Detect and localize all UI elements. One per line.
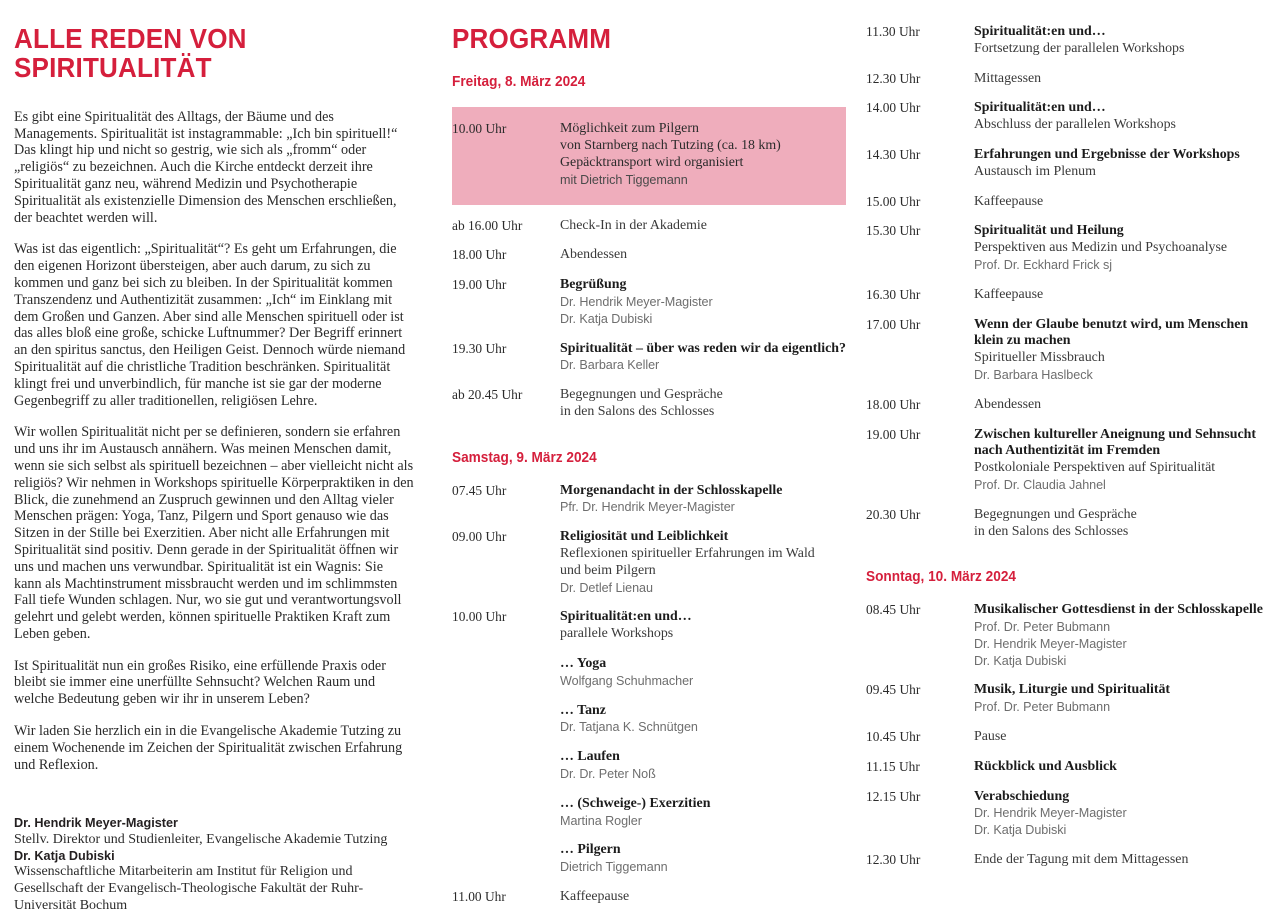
- program-item-title: Musikalischer Gottesdienst in der Schlosskapelle: [974, 602, 1263, 618]
- program-row: [452, 218, 850, 235]
- program-time: 12.15 Uhr: [866, 788, 921, 804]
- program-details: [974, 789, 1266, 839]
- page-title: ALLE REDEN VON SPIRITUALITÄT: [14, 23, 247, 84]
- program-time: 11.00 Uhr: [452, 888, 506, 904]
- program-item-title: Spiritualität:en und…: [974, 24, 1106, 39]
- program-details: [974, 194, 1266, 211]
- program-person: Dr. Barbara Haslbeck: [974, 367, 1093, 382]
- program-time: 07.45 Uhr: [452, 482, 507, 498]
- program-row: [452, 341, 850, 375]
- program-time-spacer: [452, 656, 560, 690]
- workshop-details: [560, 749, 850, 783]
- program-item-title: Morgenandacht in der Schlosskapelle: [560, 482, 783, 498]
- program-subtitle: Spiritueller Missbrauch: [974, 350, 1105, 366]
- program-details: [974, 759, 1266, 776]
- program-subtitle: Kaffeepause: [560, 888, 630, 904]
- program-item-title: Spiritualität – über was reden wir da eigentlich?: [560, 340, 846, 356]
- program-time: 11.30 Uhr: [866, 24, 920, 39]
- program-time: 09.45 Uhr: [866, 682, 921, 698]
- program-row: [866, 100, 1266, 134]
- day-heading-friday: Freitag, 8. März 2024: [452, 74, 586, 91]
- program-row: [866, 427, 1266, 494]
- program-subtitle: Abendessen: [560, 247, 628, 263]
- program-time: ab 20.45 Uhr: [452, 387, 523, 403]
- program-row: [452, 609, 850, 643]
- program-details: [560, 218, 850, 235]
- program-column-left: [452, 24, 850, 919]
- program-subtitle: Begegnungen und Gespräche: [974, 506, 1137, 522]
- program-person: Pfr. Dr. Hendrik Meyer-Magister: [560, 500, 735, 515]
- program-row: [866, 287, 1266, 304]
- program-details: [974, 317, 1266, 384]
- program-row: [866, 852, 1266, 869]
- workshop-details: [560, 703, 850, 737]
- program-time: 20.30 Uhr: [866, 506, 921, 522]
- program-item-title: Religiosität und Leiblichkeit: [560, 529, 729, 545]
- signature-block: [14, 815, 414, 914]
- program-person: Prof. Dr. Eckhard Frick sj: [974, 257, 1112, 272]
- signatory-role: Stellv. Direktor und Studienleiter, Evangelische Akademie Tutzing: [14, 831, 388, 847]
- program-subtitle: in den Salons des Schlosses: [560, 403, 715, 419]
- workshop-person: Dr. Tatjana K. Schnütgen: [560, 720, 698, 735]
- program-person: Dr. Hendrik Meyer-Magister: [560, 294, 713, 309]
- program-person: Dr. Hendrik Meyer-Magister: [974, 636, 1127, 651]
- program-details: [974, 602, 1266, 669]
- program-row: [866, 602, 1266, 669]
- program-subtitle: Kaffeepause: [974, 286, 1044, 302]
- workshop-person: Dietrich Tiggemann: [560, 860, 668, 875]
- program-time: 12.30 Uhr: [866, 70, 921, 86]
- program-details: [560, 529, 850, 596]
- day-heading-saturday: Samstag, 9. März 2024: [452, 449, 597, 466]
- essay-paragraph: Ist Spiritualität nun ein großes Risiko, eine erfüllende Praxis oder bleibt sie immer eine unerfüllte Sehnsucht? Welchen Raum und welche Bedeutung geben wir ihr in unserem Leben?: [14, 657, 386, 708]
- workshop-title: … Pilgern: [560, 842, 621, 858]
- workshop-title: … (Schweige-) Exerzitien: [560, 795, 711, 811]
- program-row: [866, 789, 1266, 839]
- program-row: [866, 317, 1266, 384]
- program-subtitle: Möglichkeit zum Pilgern: [560, 121, 699, 137]
- program-time: 19.30 Uhr: [452, 340, 507, 356]
- program-time: 11.15 Uhr: [866, 758, 920, 774]
- program-subtitle: Reflexionen spiritueller Erfahrungen im Wald: [560, 546, 815, 562]
- program-details: [560, 247, 850, 264]
- program-details: [974, 147, 1266, 181]
- program-row: [866, 223, 1266, 273]
- signatory-name: Dr. Katja Dubiski: [14, 848, 115, 864]
- program-details: [974, 71, 1266, 88]
- program-row: [866, 24, 1266, 58]
- program-subtitle: in den Salons des Schlosses: [974, 523, 1129, 539]
- program-person: Prof. Dr. Peter Bubmann: [974, 700, 1111, 715]
- program-details: [974, 287, 1266, 304]
- essay-paragraph: Was ist das eigentlich: „Spiritualität“? Es geht um Erfahrungen, die den eigenen Horizont übersteigen, aber auch darum, zu sich zu kommen und ganz bei sich zu bleiben. In der Spiritualität kommen Transzendenz und Authentizität zusammen: „Ich“ im Einklang mit dem Großen und Ganzen. Aber sind alle Menschen spirituell oder ist das alles bloß eine große, schicke Luftnummer? Der Begriff erinnert an den spiritus sanctus, den Heiligen Geist. Dennoch würde niemand Spiritualität auf die christliche Tradition beschränken. Spiritualität klingt frei und unverbindlich, für manche ist sie gar der moderne Gegenbegriff zu aller traditionellen, religiösen Lehre.: [14, 241, 406, 409]
- program-details: [974, 852, 1266, 869]
- program-row: [452, 483, 850, 517]
- program-row: [866, 682, 1266, 716]
- program-subtitle: Austausch im Plenum: [974, 163, 1096, 179]
- program-subtitle: Abschluss der parallelen Workshops: [974, 117, 1176, 133]
- program-person: Prof. Dr. Claudia Jahnel: [974, 477, 1106, 492]
- workshop-row: [452, 656, 850, 690]
- program-details: [974, 729, 1266, 746]
- program-details: [560, 889, 850, 906]
- program-person: Prof. Dr. Peter Bubmann: [974, 620, 1111, 635]
- workshop-row: [452, 703, 850, 737]
- program-subtitle: parallele Workshops: [560, 626, 674, 642]
- program-time: 10.00 Uhr: [452, 121, 507, 137]
- workshop-person: Martina Rogler: [560, 813, 642, 828]
- program-time-spacer: [452, 749, 560, 783]
- program-time: 12.30 Uhr: [866, 852, 921, 868]
- workshop-title: … Yoga: [560, 656, 607, 671]
- workshop-details: [560, 796, 850, 830]
- program-time: 19.00 Uhr: [866, 426, 921, 442]
- program-time: 08.45 Uhr: [866, 602, 921, 618]
- program-item-title: Erfahrungen und Ergebnisse der Workshops: [974, 146, 1240, 162]
- program-time-spacer: [452, 842, 560, 876]
- program-person: mit Dietrich Tiggemann: [560, 172, 688, 187]
- workshop-title: … Tanz: [560, 702, 606, 718]
- program-row: [866, 397, 1266, 414]
- program-details: [560, 121, 846, 188]
- program-details: [560, 341, 850, 375]
- program-row: [452, 387, 850, 421]
- program-subtitle: Check-In in der Akademie: [560, 217, 707, 233]
- program-time: 18.00 Uhr: [866, 396, 921, 412]
- program-item-title: Spiritualität:en und…: [560, 609, 692, 625]
- program-time: 19.00 Uhr: [452, 277, 507, 293]
- program-subtitle: Pause: [974, 729, 1007, 745]
- highlighted-program-item: [452, 107, 846, 204]
- program-item-title: Begrüßung: [560, 277, 627, 293]
- program-details: [974, 507, 1266, 541]
- program-details: [974, 24, 1266, 58]
- program-details: [560, 483, 850, 517]
- program-details: [974, 682, 1266, 716]
- essay-column: [14, 24, 414, 914]
- program-subtitle: von Starnberg nach Tutzing (ca. 18 km): [560, 138, 781, 154]
- program-item-title: Rückblick und Ausblick: [974, 758, 1117, 774]
- program-time: 09.00 Uhr: [452, 529, 507, 545]
- program-subtitle: Kaffeepause: [974, 193, 1044, 209]
- program-subtitle: und beim Pilgern: [560, 562, 656, 578]
- program-person: Dr. Barbara Keller: [560, 358, 660, 373]
- workshop-details: [560, 842, 850, 876]
- program-time: 18.00 Uhr: [452, 247, 507, 263]
- program-details: [974, 100, 1266, 134]
- program-item-title: Zwischen kultureller Aneignung und Sehnsucht nach Authentizität im Fremden: [974, 426, 1257, 459]
- program-time: 14.30 Uhr: [866, 146, 921, 162]
- signatory-name: Dr. Hendrik Meyer-Magister: [14, 815, 178, 831]
- program-details: [974, 427, 1266, 494]
- program-column-right: [866, 24, 1266, 882]
- program-person: Dr. Katja Dubiski: [974, 823, 1067, 838]
- program-item-title: Spiritualität:en und…: [974, 100, 1106, 116]
- program-person: Dr. Katja Dubiski: [560, 311, 653, 326]
- program-time: 15.00 Uhr: [866, 193, 921, 209]
- program-time: 16.30 Uhr: [866, 286, 921, 302]
- workshop-row: [452, 749, 850, 783]
- program-row: [866, 507, 1266, 541]
- program-time: 15.30 Uhr: [866, 223, 921, 239]
- program-row: [866, 194, 1266, 211]
- workshop-row: [452, 796, 850, 830]
- program-time: 10.45 Uhr: [866, 729, 921, 745]
- workshop-row: [452, 842, 850, 876]
- program-person: Dr. Detlef Lienau: [560, 580, 653, 595]
- program-person: Dr. Hendrik Meyer-Magister: [974, 806, 1127, 821]
- program-subtitle: Postkoloniale Perspektiven auf Spiritualität: [974, 460, 1216, 476]
- program-time: 17.00 Uhr: [866, 316, 921, 332]
- program-subtitle: Abendessen: [974, 396, 1042, 412]
- program-row: [866, 759, 1266, 776]
- program-person: Dr. Katja Dubiski: [974, 653, 1067, 668]
- program-subtitle: Perspektiven aus Medizin und Psychoanalyse: [974, 240, 1228, 256]
- program-row: [452, 529, 850, 596]
- program-details: [560, 609, 850, 643]
- program-row: [452, 277, 850, 327]
- workshop-person: Dr. Dr. Peter Noß: [560, 766, 656, 781]
- program-title: PROGRAMM: [452, 23, 612, 54]
- program-item-title: Verabschiedung: [974, 788, 1070, 804]
- program-time-spacer: [452, 796, 560, 830]
- program-subtitle: Ende der Tagung mit dem Mittagessen: [974, 852, 1189, 868]
- workshop-person: Wolfgang Schuhmacher: [560, 673, 694, 688]
- program-row: [866, 729, 1266, 746]
- program-details: [560, 387, 850, 421]
- program-time-spacer: [452, 703, 560, 737]
- program-row: [866, 71, 1266, 88]
- essay-paragraph: Es gibt eine Spiritualität des Alltags, der Bäume und des Managements. Spiritualität ist instagrammable: „Ich bin spirituell!“ Das klingt hip und nicht so gestrig, wie sich als „fromm“ oder „religiös“ zu bezeichnen. Auch die Kirche entdeckt derzeit ihre Spiritualität ganz neu, während Medizin und Psychotherapie Spiritualität als existenzielle Dimension des Menschen erschließen, der beachtet werden will.: [14, 108, 398, 226]
- program-row: [866, 147, 1266, 181]
- program-item-title: Wenn der Glaube benutzt wird, um Menschen klein zu machen: [974, 316, 1249, 349]
- program-time: 14.00 Uhr: [866, 100, 921, 116]
- workshop-title: … Laufen: [560, 749, 620, 765]
- essay-paragraph: Wir laden Sie herzlich ein in die Evangelische Akademie Tutzing zu einem Wochenende im Zeichen der Spiritualität zwischen Erfahrung und Reflexion.: [14, 723, 403, 773]
- program-subtitle: Mittagessen: [974, 70, 1042, 86]
- program-row: [452, 889, 850, 906]
- program-row: [452, 247, 850, 264]
- program-details: [974, 397, 1266, 414]
- workshop-details: [560, 656, 850, 690]
- program-time: 10.00 Uhr: [452, 609, 507, 625]
- program-subtitle: Gepäcktransport wird organisiert: [560, 154, 744, 170]
- program-time: ab 16.00 Uhr: [452, 217, 523, 233]
- program-subtitle: Fortsetzung der parallelen Workshops: [974, 40, 1185, 56]
- program-item-title: Musik, Liturgie und Spiritualität: [974, 682, 1171, 698]
- signatory-role: Wissenschaftliche Mitarbeiterin am Institut für Religion und Gesellschaft der Evangelisch-Theologische Fakultät der Ruhr-Universität Bochum: [14, 864, 364, 913]
- day-heading-sunday: Sonntag, 10. März 2024: [866, 569, 1016, 586]
- essay-paragraph: Wir wollen Spiritualität nicht per se definieren, sondern sie erfahren und uns ihr im Austausch annähern. Was meinen Menschen damit, wenn sie sich selbst als spirituell bezeichnen – aber vielleicht nicht als religiös? Wir nehmen in Workshops spirituelle Körperpraktiken in den Blick, die zunehmend an Zuspruch gewinnen und den Alltag vieler Menschen prägen: Yoga, Tanz, Pilgern und Sport genauso wie das Sitzen in der Stille bei Exerzitien. Aber nicht alle Erfahrungen mit Spiritualität sind positiv. Denn gerade in der Spiritualität öffnen wir uns und machen uns verwundbar. Spiritualität ist ein Wagnis: Sie kann als Machtinstrument missbraucht werden und im schlimmsten Fall tiefe Wunden schlagen. Nur, wo sie gut und verantwortungsvoll gelehrt und gelebt werden, können spirituelle Praktiken Kraft zum Leben geben.: [14, 424, 414, 642]
- program-item-title: Spiritualität und Heilung: [974, 223, 1124, 239]
- program-details: [560, 277, 850, 327]
- program-details: [974, 223, 1266, 273]
- program-subtitle: Begegnungen und Gespräche: [560, 387, 723, 403]
